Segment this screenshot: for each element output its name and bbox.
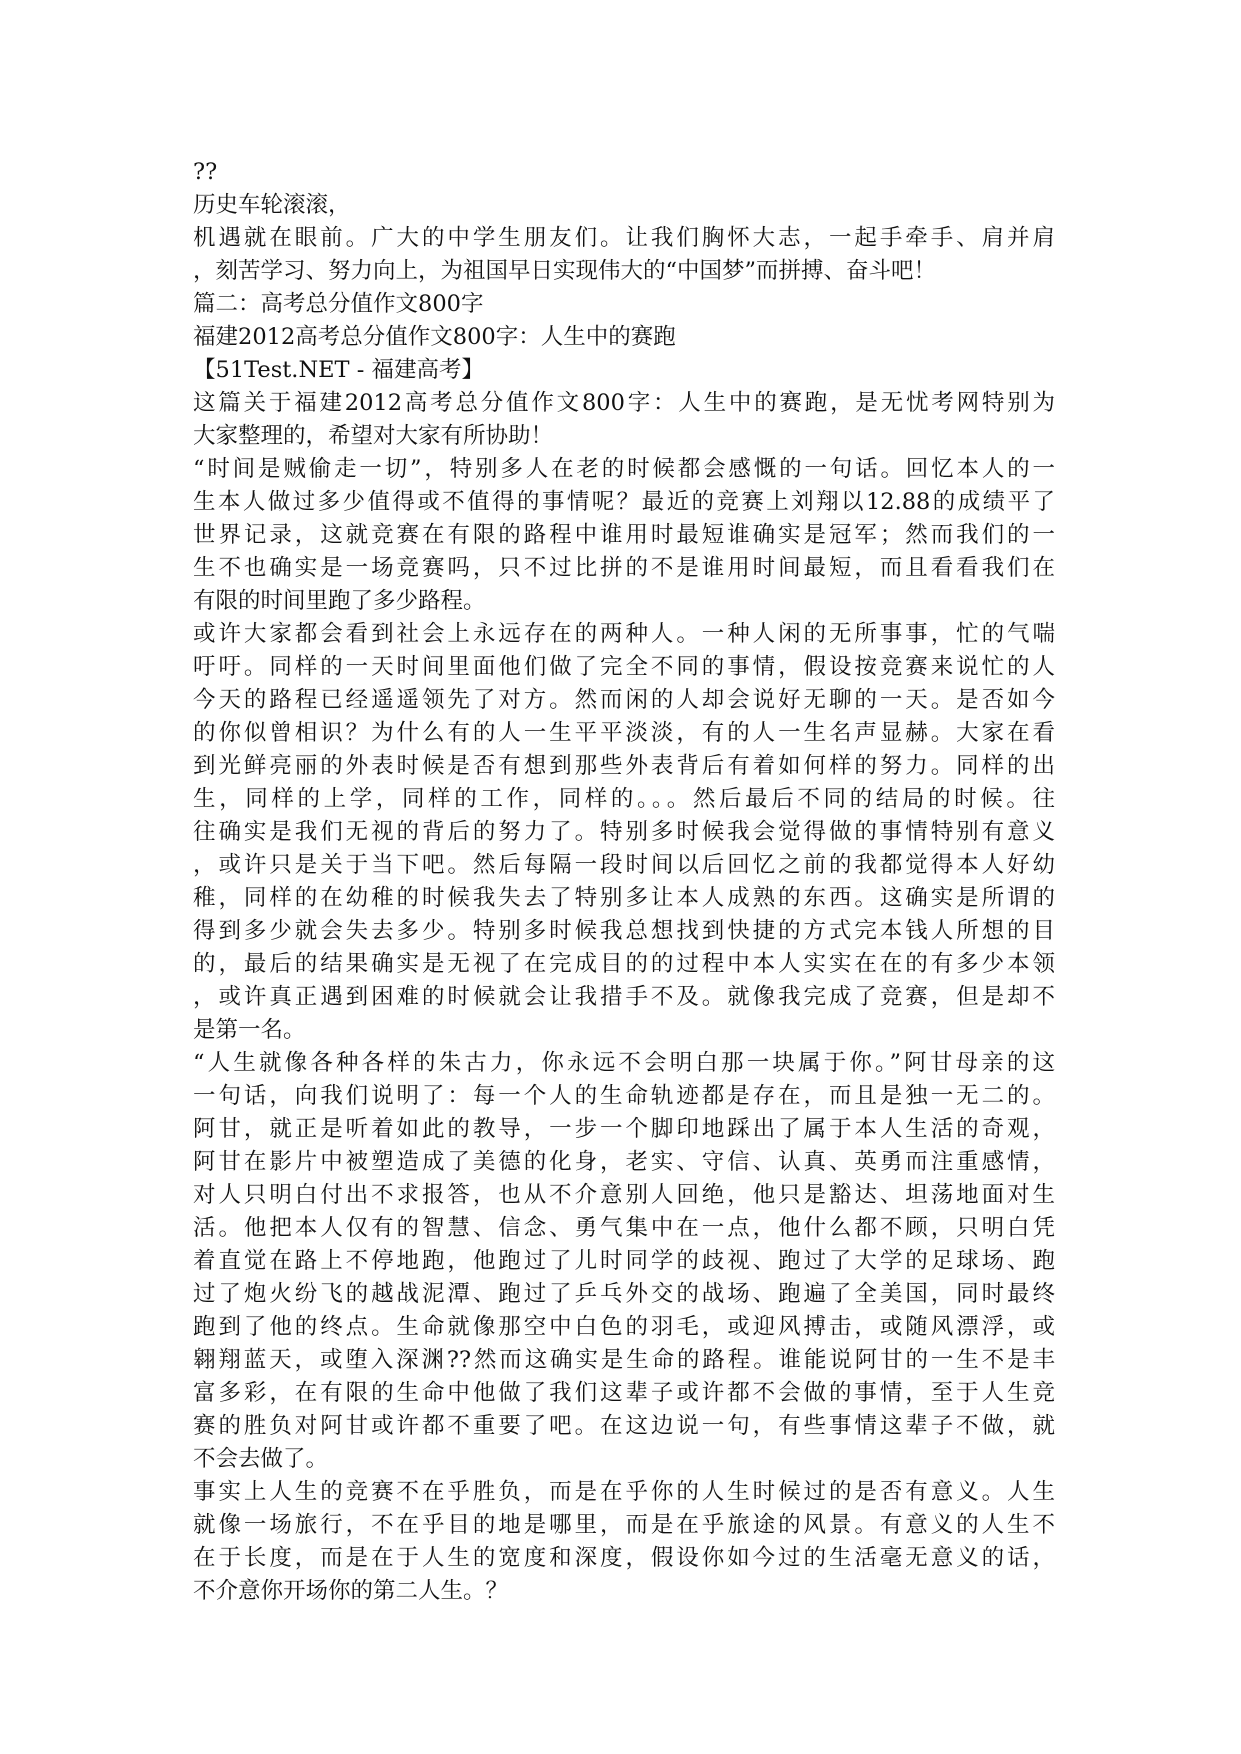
text-line: ，或许真正遇到困难的时候就会让我措手不及。就像我完成了竞赛，但是却不 — [193, 984, 1055, 1010]
text-line: 一句话，向我们说明了：每一个人的生命轨迹都是存在，而且是独一无二的。 — [193, 1083, 1055, 1109]
text-line: 着直觉在路上不停地跑，他跑过了儿时同学的歧视、跑过了大学的足球场、跑 — [193, 1248, 1055, 1274]
text-line: 事实上人生的竞赛不在乎胜负，而是在乎你的人生时候过的是否有意义。人生 — [193, 1479, 1055, 1505]
text-line: 阿甘在影片中被塑造成了美德的化身，老实、守信、认真、英勇而注重感情， — [193, 1149, 1055, 1175]
text-line: 不介意你开场你的第二人生。？ — [193, 1578, 509, 1604]
text-line: 稚，同样的在幼稚的时候我失去了特别多让本人成熟的东西。这确实是所谓的 — [193, 885, 1055, 911]
text-line: 或许大家都会看到社会上永远存在的两种人。一种人闲的无所事事，忙的气喘 — [193, 621, 1055, 647]
text-line: 跑到了他的终点。生命就像那空中白色的羽毛，或迎风搏击，或随风漂浮，或 — [193, 1314, 1055, 1340]
text-line: 往确实是我们无视的背后的努力了。特别多时候我会觉得做的事情特别有意义 — [193, 819, 1055, 845]
text-line: 的你似曾相识？为什么有的人一生平平淡淡，有的人一生名声显赫。大家在看 — [193, 720, 1055, 746]
text-line: 对人只明白付出不求报答，也从不介意别人回绝，他只是豁达、坦荡地面对生 — [193, 1182, 1055, 1208]
text-line: 活。他把本人仅有的智慧、信念、勇气集中在一点，他什么都不顾，只明白凭 — [193, 1215, 1055, 1241]
text-line: 世界记录，这就竞赛在有限的路程中谁用时最短谁确实是冠军；然而我们的一 — [193, 522, 1055, 548]
text-line: ?? — [193, 159, 218, 185]
section-heading: 篇二：高考总分值作文800字 — [193, 291, 484, 317]
text-line: 的，最后的结果确实是无视了在完成目的的过程中本人实实在在的有多少本领 — [193, 951, 1055, 977]
text-line: 历史车轮滚滚， — [193, 192, 351, 218]
text-line: 赛的胜负对阿甘或许都不重要了吧。在这边说一句，有些事情这辈子不做，就 — [193, 1413, 1055, 1439]
text-line: 这篇关于福建2012高考总分值作文800字：人生中的赛跑，是无忧考网特别为 — [193, 390, 1055, 416]
text-line: 就像一场旅行，不在乎目的地是哪里，而是在乎旅途的风景。有意义的人生不 — [193, 1512, 1055, 1538]
text-line: 生不也确实是一场竞赛吗，只不过比拼的不是谁用时间最短，而且看看我们在 — [193, 555, 1055, 581]
text-line: 过了炮火纷飞的越战泥潭、跑过了乒乓外交的战场、跑遍了全美国，同时最终 — [193, 1281, 1055, 1307]
text-line: 不会去做了。 — [193, 1446, 329, 1472]
text-line: 吁吁。同样的一天时间里面他们做了完全不同的事情，假设按竞赛来说忙的人 — [193, 654, 1055, 680]
text-line: ，刻苦学习、努力向上，为祖国早日实现伟大的“中国梦”而拼搏、奋斗吧！ — [193, 258, 937, 284]
text-line: 机遇就在眼前。广大的中学生朋友们。让我们胸怀大志，一起手牵手、肩并肩 — [193, 225, 1055, 251]
text-line: “人生就像各种各样的朱古力，你永远不会明白那一块属于你。”阿甘母亲的这 — [193, 1050, 1055, 1076]
document-page — [193, 156, 1055, 1608]
text-line: 今天的路程已经遥遥领先了对方。然而闲的人却会说好无聊的一天。是否如今 — [193, 687, 1055, 713]
text-line: 翱翔蓝天，或堕入深渊??然而这确实是生命的路程。谁能说阿甘的一生不是丰 — [193, 1347, 1055, 1373]
text-line: 有限的时间里跑了多少路程。 — [193, 588, 486, 614]
text-line: 生本人做过多少值得或不值得的事情呢？最近的竞赛上刘翔以12.88的成绩平了 — [193, 489, 1055, 515]
source-tag: 【51Test.NET - 福建高考】 — [193, 357, 484, 383]
text-line: 阿甘，就正是听着如此的教导，一步一个脚印地踩出了属于本人生活的奇观， — [193, 1116, 1055, 1142]
text-line: 到光鲜亮丽的外表时候是否有想到那些外表背后有着如何样的努力。同样的出 — [193, 753, 1055, 779]
text-line: 生，同样的上学，同样的工作，同样的。。。然后最后不同的结局的时候。往 — [193, 786, 1055, 812]
article-title: 福建2012高考总分值作文800字：人生中的赛跑 — [193, 324, 676, 350]
text-line: 富多彩，在有限的生命中他做了我们这辈子或许都不会做的事情，至于人生竞 — [193, 1380, 1055, 1406]
text-line: 在于长度，而是在于人生的宽度和深度，假设你如今过的生活毫无意义的话， — [193, 1545, 1055, 1571]
text-line: “时间是贼偷走一切”，特别多人在老的时候都会感慨的一句话。回忆本人的一 — [193, 456, 1055, 482]
text-line: 大家整理的，希望对大家有所协助！ — [193, 423, 554, 449]
text-line: ，或许只是关于当下吧。然后每隔一段时间以后回忆之前的我都觉得本人好幼 — [193, 852, 1055, 878]
text-line: 得到多少就会失去多少。特别多时候我总想找到快捷的方式完本钱人所想的目 — [193, 918, 1055, 944]
text-line: 是第一名。 — [193, 1017, 306, 1043]
